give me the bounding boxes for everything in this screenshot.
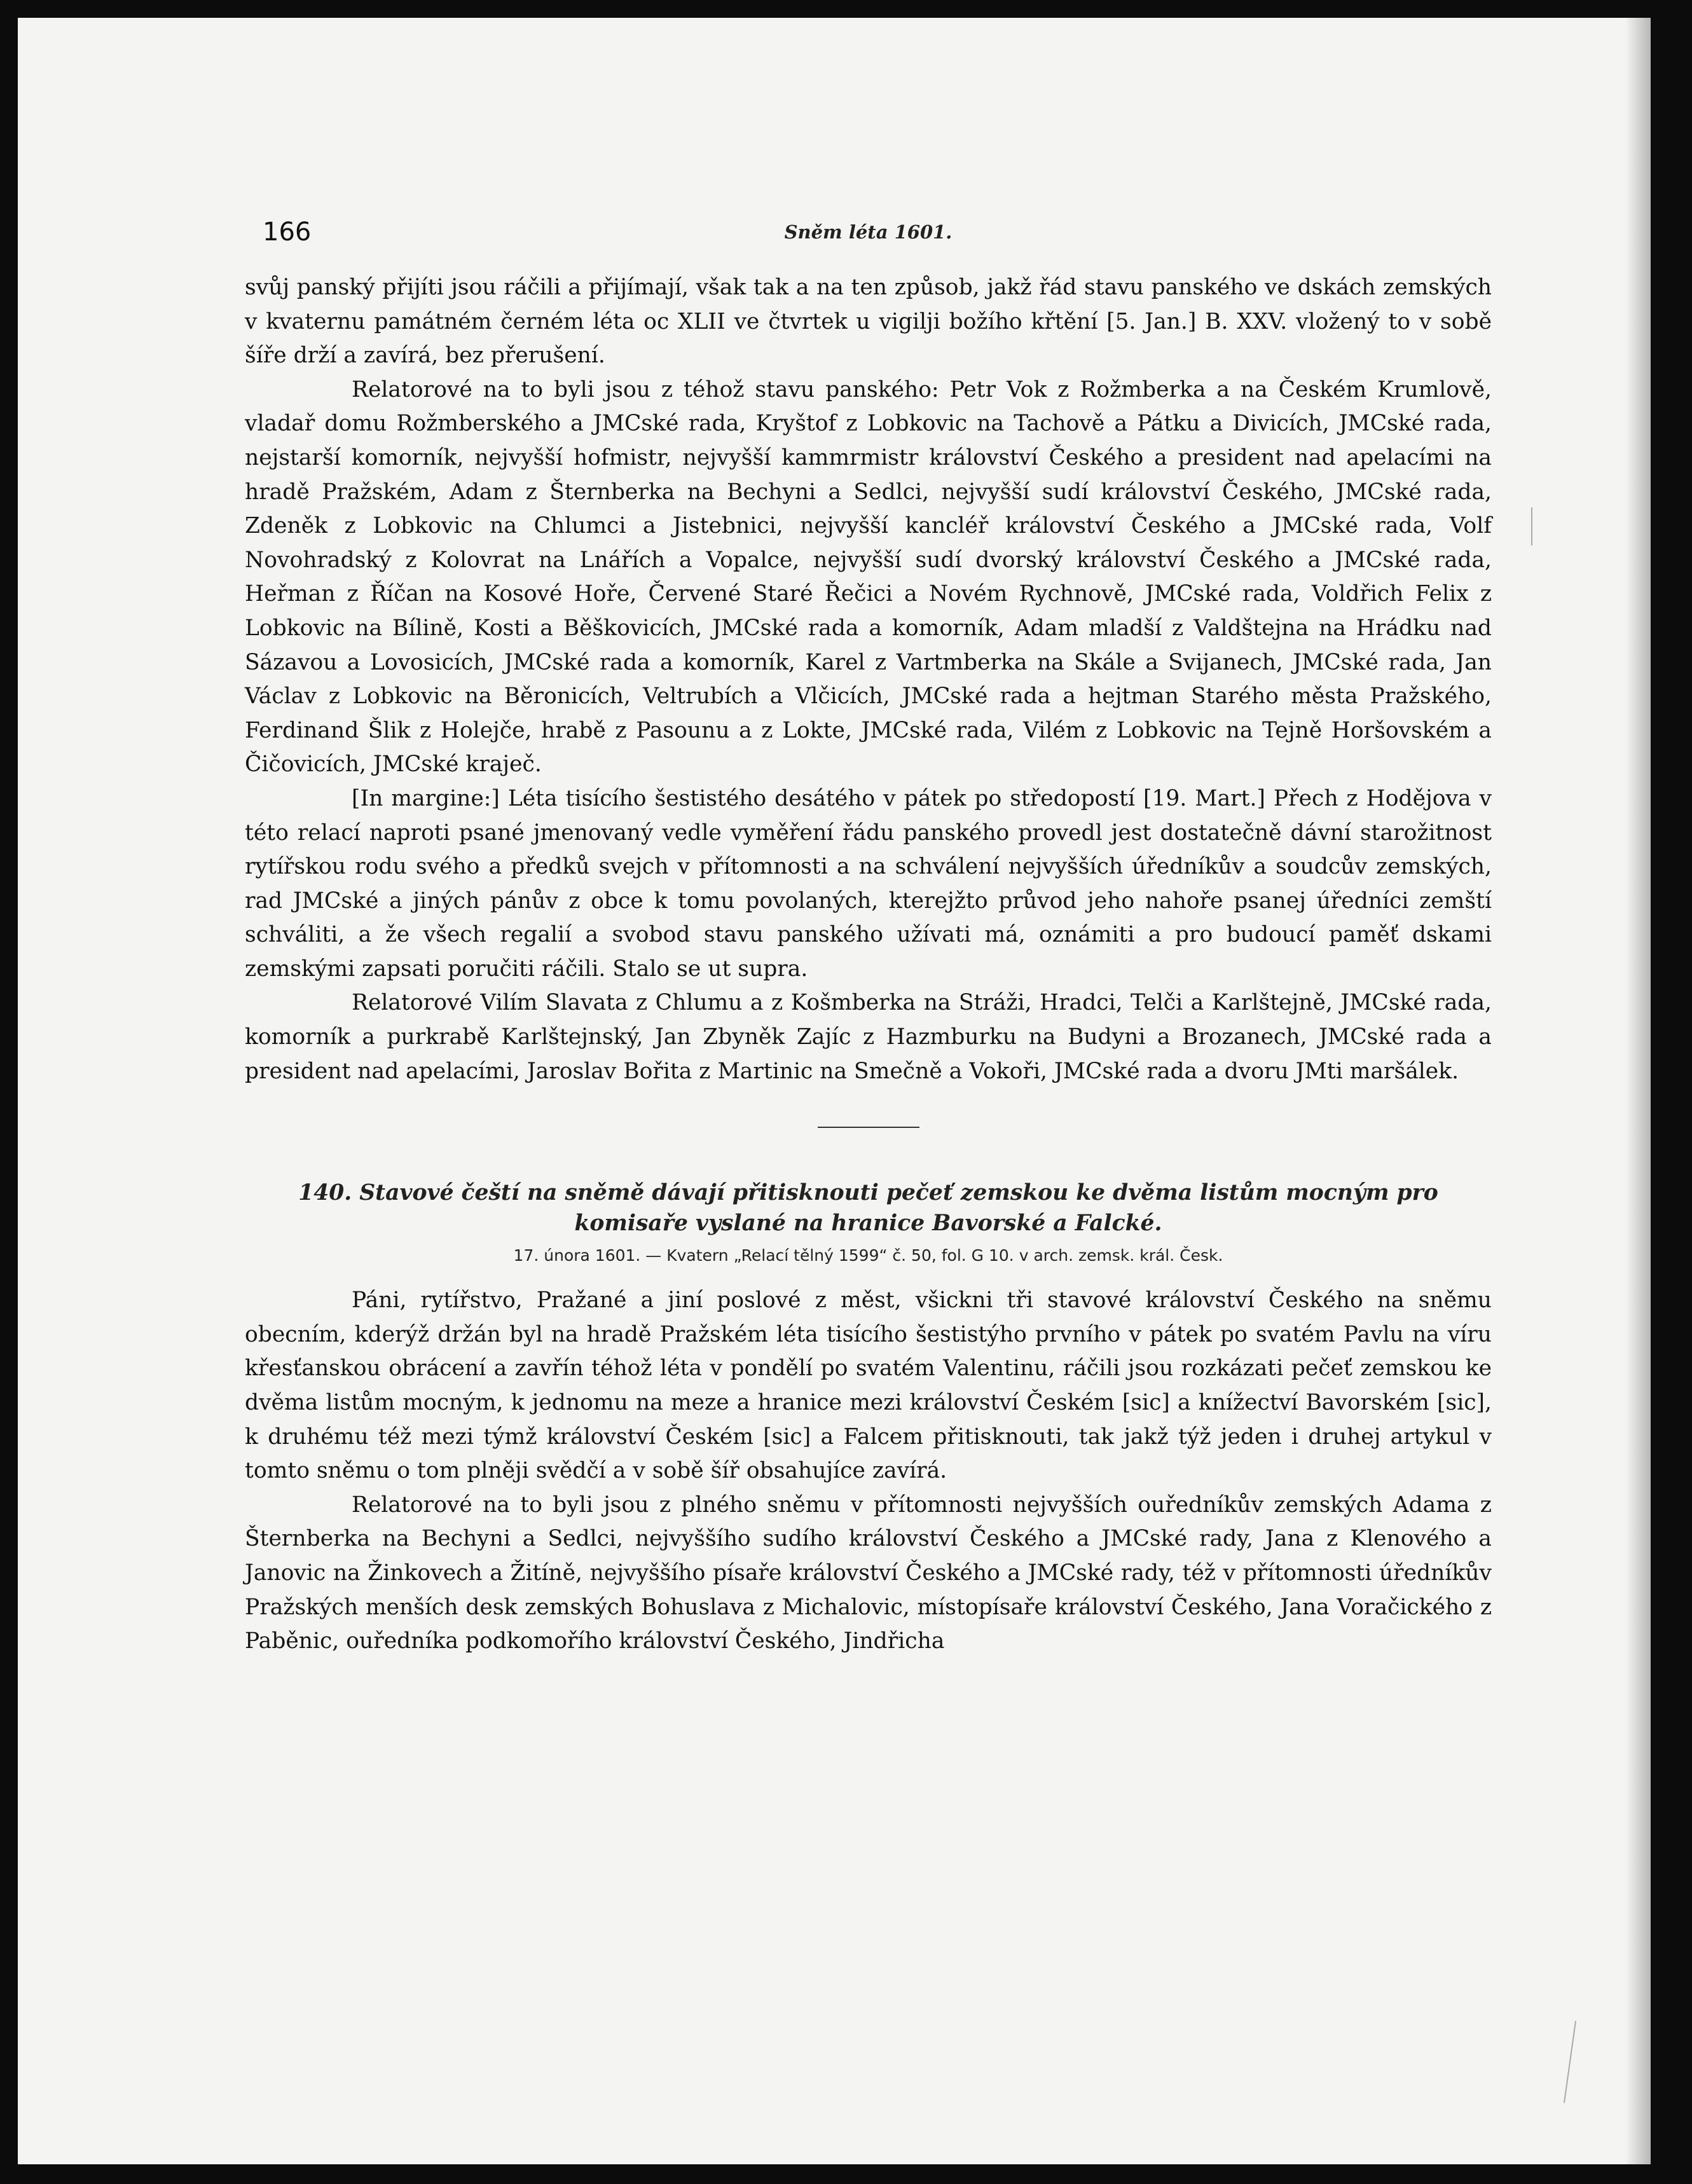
section-title: Stavové čeští na sněmě dávají přitisknouti pečeť zemskou ke dvěma listům mocným pro komisaře vyslané na hranice Bavorské a Falcké. bbox=[359, 1180, 1438, 1237]
paragraph: Páni, rytířstvo, Pražané a jiní poslové z měst, všickni tři stavové království Českého na sněmu obecním, kderýž držán byl na hradě Pražském léta tisícího šestistýho prvního v pátek po svatém Pavlu na víru křesťanskou obrácení a zavřín téhož léta v pondělí po svatém Valentinu, ráčili jsou rozkázati pečeť zemskou ke dvěma listům mocným, k jednomu na meze a hranice mezi království Českém [sic] a knížectví Bavorském [sic], k druhému též mezi týmž království Českém [sic] a Falcem přitisknouti, tak jakž týž jeden i druhej artykul v tomto sněmu o tom plněji svědčí a v sobě šíř obsahujíce zavírá. bbox=[245, 1288, 1492, 1484]
source-citation: 17. února 1601. — Kvatern „Relací tělný 1599“ č. 50, fol. G 10. v arch. zemsk. král. Česk. bbox=[513, 1246, 1223, 1265]
paragraph: Relatorové na to byli jsou z téhož stavu panského: Petr Vok z Rožmberka a na Českém Krumlově, vladař domu Rožmberského a JMCské rada, Kryštof z Lobkovic na Tachově a Pátku a Divicích, JMCské rada, nejstarší komorník, nejvyšší hofmistr, nejvyšší kammrmistr království Českého a president nad apelacími na hradě Pražském, Adam z Šternberka na Bechyni a Sedlci, nejvyšší sudí království Českého, JMCské rada, Zdeněk z Lobkovic na Chlumci a Jistebnici, nejvyšší kancléř království Českého a JMCské rada, Volf Novohradský z Kolovrat na Lnářích a Vopalce, nejvyšší sudí dvorský království Českého a JMCské rada, Heřman z Říčan na Kosové Hoře, Červené Staré Řečici a Novém Rychnově, JMCské rada, Voldřich Felix z Lobkovic na Bílině, Kosti a Běškovicích, JMCské rada a komorník, Adam mladší z Valdštejna na Hrádku nad Sázavou a Lovosicích, JMCské rada a komorník, Karel z Vartmberka na Skále a Svijanech, JMCské rada, Jan Václav z Lobkovic na Běronicích, Veltrubích a Vlčicích, JMCské rada a hejtman Starého města Pražského, Ferdinand Šlik z Holejče, hrabě z Pasounu a z Lokte, JMCské rada, Vilém z Lobkovic na Tejně Horšovském a Čičovicích, JMCské kraječ. bbox=[245, 376, 1492, 778]
page-header bbox=[245, 202, 1492, 253]
section-heading bbox=[245, 1178, 1492, 1239]
page-number: 166 bbox=[263, 217, 312, 247]
paragraph: [In margine:] Léta tisícího šestistého desátého v pátek po středopostí [19. Mart.] Přech z Hodějova v této relací naproti psané jmenovaný vedle vyměření řádu panského provedl jest dostatečně dávní starožitnost rytířskou rodu svého a předků svejch v přítomnosti a na schválení nejvyšších úředníkův a soudcův zemských, rad JMCské a jiných pánův z obce k tomu povolaných, kterejžto průvod jeho nahoře psanej úředníci zemští schváliti, a že všech regalií a svobod stavu panského užívati má, oznámiti a pro budoucí paměť dskami zemskými zapsati poručiti ráčili. Stalo se ut supra. bbox=[245, 785, 1492, 982]
running-title: Sněm léta 1601. bbox=[784, 221, 953, 243]
paragraph: Relatorové na to byli jsou z plného sněmu v přítomnosti nejvyšších ouředníkův zemských Adama z Šternberka na Bechyni a Sedlci, nejvyššího sudího království Českého a JMCské rady, Jana z Klenového a Janovic na Žinkovech a Žitíně, nejvyššího písaře království Českého a JMCské rady, též v přítomnosti úředníkův Pražských menších desk zemských Bohuslava z Michalovic, místopísaře království Českého, Jana Voračického z Paběnic, ouředníka podkomořího království Českého, Jindřicha bbox=[245, 1492, 1492, 1654]
paragraph: svůj panský přijíti jsou ráčili a přijímají, však tak a na ten způsob, jakž řád stavu panského ve dskách zemských v kvaternu památném černém léta oc XLII ve čtvrtek u vigilji božího křtění [5. Jan.] B. XXV. vložený to v sobě šíře drží a zavírá, bez přerušení. bbox=[245, 275, 1492, 369]
margin-mark bbox=[1531, 507, 1532, 546]
section-number: 140. bbox=[298, 1180, 352, 1206]
section-divider bbox=[818, 1127, 919, 1128]
document-page bbox=[18, 18, 1651, 2164]
page-content bbox=[245, 202, 1492, 1659]
page-edge-shadow bbox=[1625, 18, 1651, 2164]
paragraph: Relatorové Vilím Slavata z Chlumu a z Košmberka na Stráži, Hradci, Telči a Karlštejně, JMCské rada, komorník a purkrabě Karlštejnský, Jan Zbyněk Zajíc z Hazmburku na Budyni a Brozanech, JMCské rada a president nad apelacími, Jaroslav Bořita z Martinic na Smečně a Vokoři, JMCské rada a dvoru JMti maršálek. bbox=[245, 990, 1492, 1084]
margin-mark bbox=[1564, 2021, 1576, 2103]
